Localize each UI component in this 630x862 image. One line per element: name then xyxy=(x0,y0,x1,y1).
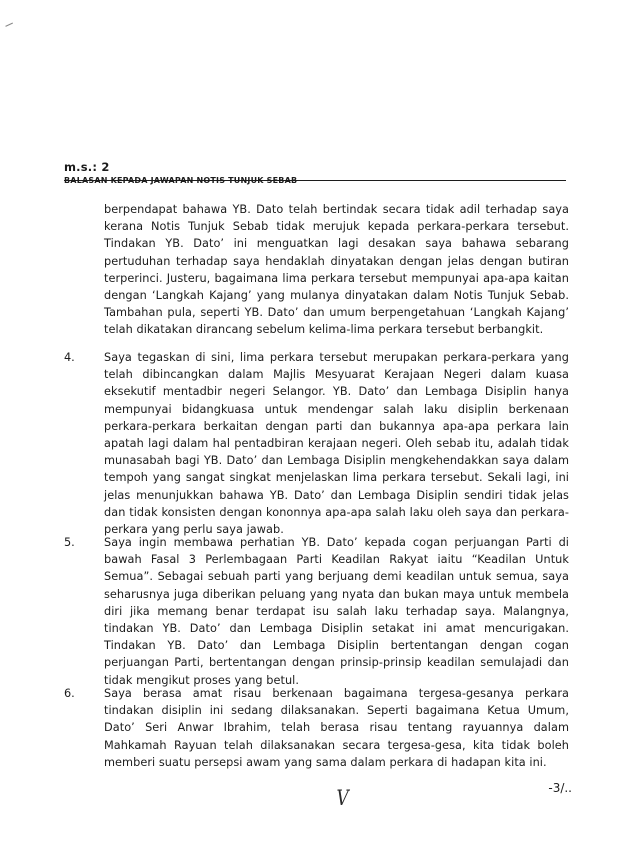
paragraph-text: berpendapat bahawa YB. Dato telah bertindak secara tidak adil terhadap saya kerana Notis Tunjuk Sebab tidak merujuk kepada perkara-perkara tersebut. Tindakan YB. Dato’ ini menguatkan lagi desakan saya bahawa sebarang pertuduhan terhadap saya hendaklah dinyatakan dengan jelas dengan butiran terperinci. Justeru, bagaimana lima perkara tersebut mempunyai apa-apa kaitan dengan ‘Langkah Kajang’ yang mulanya dinyatakan dalam Notis Tunjuk Sebab. Tambahan pula, seperti YB. Dato’ dan umum berpengetahuan ‘Langkah Kajang’ telah dikatakan dirancang sebelum kelima-lima perkara tersebut berbangkit. xyxy=(104,203,569,337)
paragraph-5 xyxy=(64,534,569,689)
header-divider xyxy=(64,180,566,181)
paragraph-4 xyxy=(64,349,569,538)
paragraph-number: 4. xyxy=(64,351,75,364)
scan-mark xyxy=(5,23,14,31)
paragraph-text: Saya berasa amat risau berkenaan bagaimana tergesa-gesanya perkara tindakan disiplin ini sedang dilaksanakan. Seperti bagaimana Ketua Umum, Dato’ Seri Anwar Ibrahim, telah berasa risau tentang rayuannya dalam Mahkamah Rayuan telah dilaksanakan secara tergesa-gesa, kita tidak boleh memberi suatu persepsi awam yang sama dalam perkara di hadapan kita ini. xyxy=(104,687,569,769)
page-header xyxy=(64,160,566,186)
paragraph-6 xyxy=(64,685,569,771)
handwritten-initial: V xyxy=(336,786,349,810)
paragraph-text: Saya ingin membawa perhatian YB. Dato’ kepada cogan perjuangan Parti di bawah Fasal 3 Perlembagaan Parti Keadilan Rakyat iaitu “Keadilan Untuk Semua”. Sebagai sebuah parti yang berjuang demi keadilan untuk semua, saya seharusnya juga diberikan peluang yang nyata dan bukan maya untuk membela diri jika memang benar terdapat isu salah laku terhadap saya. Malangnya, tindakan YB. Dato’ dan Lembaga Disiplin setakat ini amat mencurigakan. Tindakan YB. Dato’ dan Lembaga Disiplin bertentangan dengan cogan perjuangan Parti, bertentangan dengan prinsip-prinsip keadilan semulajadi dan tidak mengikut proses yang betul. xyxy=(104,536,569,687)
paragraph-number: 5. xyxy=(64,536,75,549)
paragraph-text: Saya tegaskan di sini, lima perkara tersebut merupakan perkara-perkara yang telah dibincangkan dalam Majlis Mesyuarat Kerajaan Negeri dalam kuasa eksekutif mentadbir negeri Selangor. YB. Dato’ dan Lembaga Disiplin hanya mempunyai bidangkuasa untuk mendengar salah laku disiplin berkenaan perkara-perkara berkaitan dengan parti dan bukannya apa-apa perkara lain apatah lagi dalam hal pentadbiran kerajaan negeri. Oleh sebab itu, adalah tidak munasabah bagi YB. Dato’ dan Lembaga Disiplin mengkehendakkan saya dalam tempoh yang sangat singkat menjelaskan lima perkara tersebut. Sekali lagi, ini jelas menunjukkan bahawa YB. Dato’ dan Lembaga Disiplin sendiri tidak jelas dan tidak konsisten dengan kononnya apa-apa salah laku oleh saya dan perkara-perkara yang perlu saya jawab. xyxy=(104,351,569,537)
next-page-marker: -3/.. xyxy=(548,781,572,795)
paragraph-number: 6. xyxy=(64,687,75,700)
paragraph-continued xyxy=(64,201,569,339)
document-subtitle: BALASAN KEPADA JAWAPAN NOTIS TUNJUK SEBAB xyxy=(64,176,298,185)
ms-label: m.s.: 2 xyxy=(64,160,110,174)
